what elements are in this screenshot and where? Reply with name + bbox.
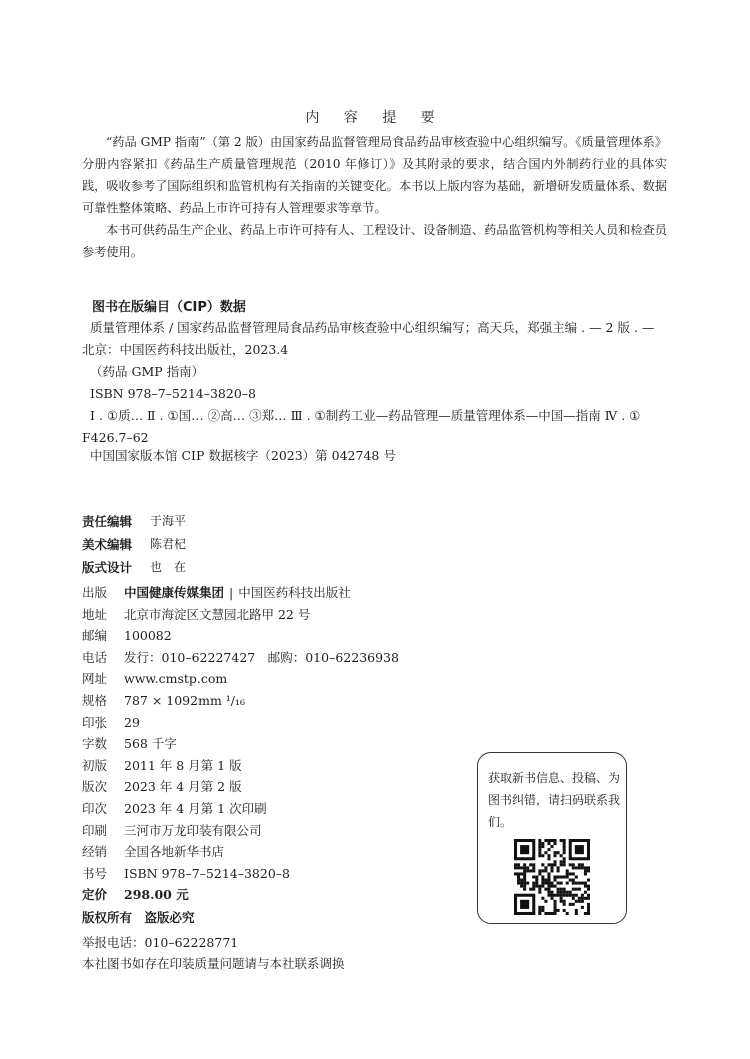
info-label: 初版 — [82, 757, 108, 773]
info-label: 邮编 — [82, 628, 108, 644]
info-value: 2023 年 4 月第 1 次印刷 — [124, 800, 267, 816]
info-row — [82, 841, 399, 863]
info-row — [82, 820, 399, 842]
cip-classification: Ⅰ . ①质… Ⅱ . ①国… ②高… ③郑… Ⅲ . ①制药工业—药品管理—质量管理体系—中国—指南 Ⅳ . ① F426.7–62 — [82, 408, 641, 445]
info-row — [82, 755, 399, 777]
info-label: 电话 — [82, 649, 108, 665]
intro-paragraph: 本书可供药品生产企业、药品上市许可持有人、工程设计、设备制造、药品监管机构等相关人员和检查员参考使用。 — [82, 223, 667, 259]
publisher-group: 中国健康传媒集团 — [124, 585, 225, 600]
info-value: 三河市万龙印装有限公司 — [124, 822, 262, 838]
info-value: 29 — [124, 714, 140, 730]
info-label: 规格 — [82, 692, 108, 708]
staff-value: 陈君杞 — [150, 537, 187, 551]
info-row — [82, 625, 399, 647]
info-value: 2023 年 4 月第 2 版 — [124, 779, 242, 795]
qr-code-icon[interactable] — [514, 839, 590, 915]
publisher-separator: | — [229, 585, 234, 600]
publication-info — [82, 582, 399, 906]
staff-value: 也 在 — [150, 560, 187, 574]
intro-paragraph: “药品 GMP 指南”（第 2 版）由国家药品监督管理局食品药品审核查验中心组织编写。《质量管理体系》分册内容紧扣《药品生产质量管理规范（2010 年修订）》及其附录的要求，结合国内外制药行业的具体实践，吸收参考了国际组织和监管机构有关指南的关键变化。本书以上版内容为基础，新增研发质量体系、数据可靠性整体策略、药品上市许可持有人管理要求等章节。 — [82, 135, 667, 215]
info-value: 全国各地新华书店 — [124, 844, 225, 860]
cip-title: 图书在版编目（CIP）数据 — [92, 300, 246, 315]
staff-row — [82, 510, 186, 533]
info-value: 568 千字 — [124, 736, 177, 752]
info-label: 字数 — [82, 736, 108, 752]
info-row — [82, 647, 399, 669]
copyright-notice: 版权所有 盗版必究 — [82, 910, 195, 925]
info-value: 787 × 1092mm ¹/₁₆ — [124, 692, 246, 708]
quality-notice: 本社图书如存在印装质量问题请与本社联系调换 — [82, 956, 345, 971]
price-value: 298.00 元 — [124, 887, 189, 903]
info-label: 网址 — [82, 671, 108, 687]
cip-isbn: ISBN 978–7–5214–3820–8 — [90, 386, 256, 401]
info-row — [82, 776, 399, 798]
info-value: www.cmstp.com — [124, 671, 228, 687]
report-phone: 举报电话：010–62228771 — [82, 935, 239, 950]
staff-row — [82, 533, 186, 556]
staff-value: 于海平 — [150, 514, 187, 528]
intro-section — [82, 131, 667, 263]
qr-panel — [477, 752, 627, 924]
cip-entry: 质量管理体系 / 国家药品监督管理局食品药品审核查验中心组织编写；高天兵，郑强主编 . — 2 版 . — 北京：中国医药科技出版社，2023.4 — [82, 320, 655, 357]
info-value: 发行：010–62227427 邮购：010–62236938 — [124, 649, 399, 665]
info-row-price — [82, 884, 399, 906]
cip-number: 中国国家版本馆 CIP 数据核字（2023）第 042748 号 — [90, 448, 396, 463]
info-value: ISBN 978–7–5214–3820–8 — [124, 865, 290, 881]
info-value: 北京市海淀区文慧园北路甲 22 号 — [124, 606, 311, 622]
staff-row — [82, 556, 186, 579]
info-label: 印刷 — [82, 822, 108, 838]
info-row — [82, 733, 399, 755]
qr-panel-text: 获取新书信息、投稿、为图书纠错，请扫码联系我们。 — [488, 771, 621, 829]
info-value: 2011 年 8 月第 1 版 — [124, 757, 242, 773]
info-label: 印张 — [82, 714, 108, 730]
price-label: 定价 — [82, 887, 108, 903]
publisher-name: 中国医药科技出版社 — [238, 585, 351, 600]
cip-series: （药品 GMP 指南） — [90, 364, 205, 379]
intro-title: 内 容 提 要 — [305, 110, 445, 126]
info-row-publisher — [82, 582, 399, 604]
info-row — [82, 690, 399, 712]
staff-label: 版式设计 — [82, 560, 133, 575]
info-label: 地址 — [82, 606, 108, 622]
info-label: 经销 — [82, 844, 108, 860]
info-label: 书号 — [82, 865, 108, 881]
info-label: 出版 — [82, 585, 108, 600]
info-value: 100082 — [124, 628, 172, 644]
info-label: 印次 — [82, 800, 108, 816]
staff-label: 责任编辑 — [82, 514, 133, 529]
staff-label: 美术编辑 — [82, 537, 133, 552]
info-row — [82, 798, 399, 820]
info-row — [82, 863, 399, 885]
cip-section — [82, 317, 667, 449]
info-row — [82, 668, 399, 690]
info-row — [82, 604, 399, 626]
staff-list — [82, 510, 186, 579]
info-row — [82, 712, 399, 734]
info-label: 版次 — [82, 779, 108, 795]
